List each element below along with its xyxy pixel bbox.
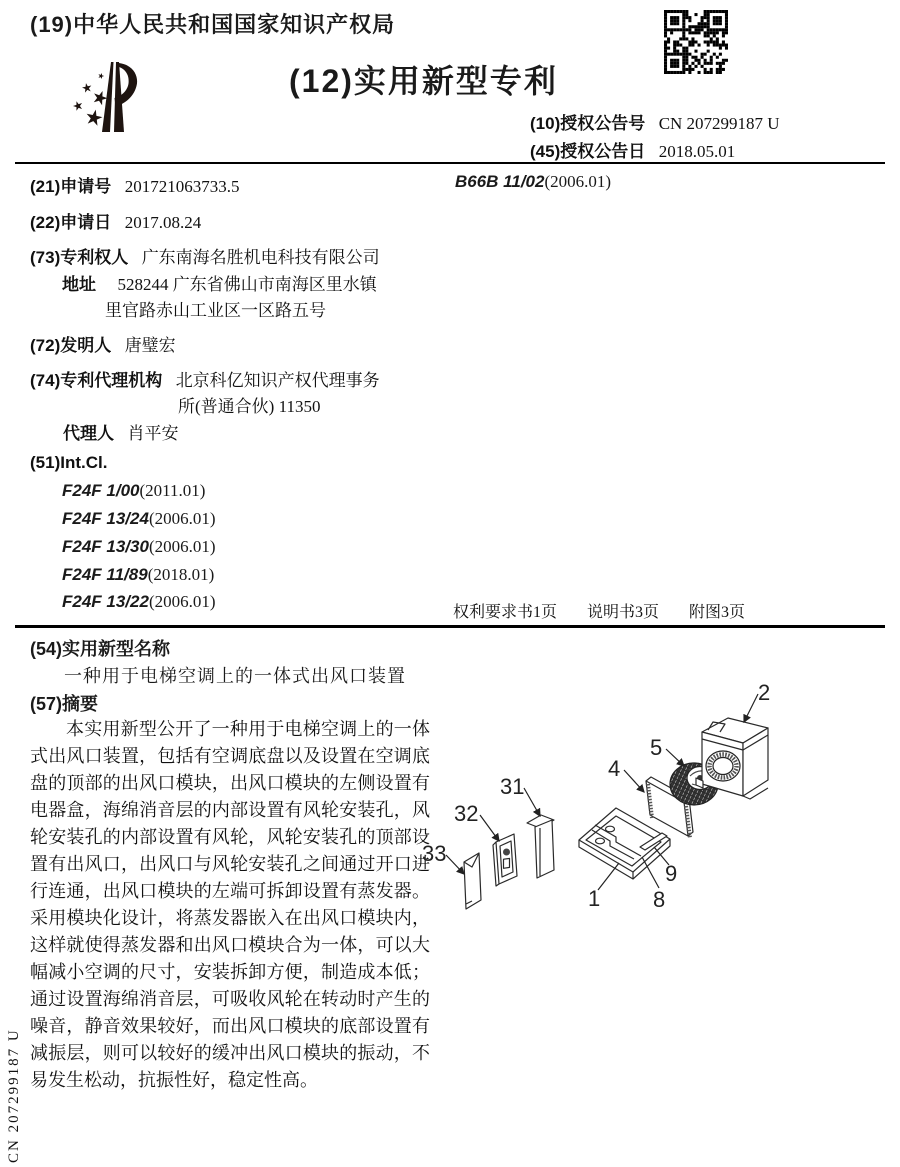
class-code: F24F 13/22 — [62, 592, 149, 611]
logo-p-mark — [102, 62, 137, 132]
pages-figures: 附图3页 — [688, 604, 745, 621]
figure-part-electric-box — [493, 834, 517, 886]
classification-row — [62, 537, 216, 557]
figure-label-4: 4 — [608, 756, 621, 781]
classification-row — [62, 565, 214, 585]
publication-number-label: (10)授权公告号 — [530, 114, 646, 133]
primary-classification — [455, 172, 611, 192]
publication-date-row — [530, 137, 735, 162]
agency-label: (74)专利代理机构 — [30, 371, 163, 390]
class-edition: (2018.01) — [147, 565, 215, 584]
patent-figure — [420, 660, 900, 940]
agency-line2: 所(普通合伙) 11350 — [178, 397, 321, 416]
class-edition: (2006.01) — [148, 537, 216, 556]
application-number-label: (21)申请号 — [30, 177, 112, 196]
document-type-title: (12)实用新型专利 — [289, 63, 558, 99]
application-date-row — [30, 208, 201, 233]
inventor-name: 唐璧宏 — [124, 336, 176, 355]
figure-label-8: 8 — [653, 887, 666, 912]
figure-label-1: 1 — [588, 886, 601, 911]
agency-row-2 — [178, 392, 320, 417]
agency-line1: 北京科亿知识产权代理事务 — [175, 371, 380, 390]
figure-label-32: 32 — [454, 801, 479, 826]
address-line1: 528244 广东省佛山市南海区里水镇 — [117, 275, 377, 294]
patentee-label: (73)专利权人 — [30, 248, 129, 267]
abstract-text: 本实用新型公开了一种用于电梯空调上的一体式出风口装置，包括有空调底盘以及设置在空调底盘的顶部的出风口模块，出风口模块的左侧设置有电器盒，海绵消音层的内部设置有风轮安装孔，风轮安装孔的内部设置有风轮，风轮安装孔的顶部设置有出风口，出风口与风轮安装孔之间通过开口进行连通，出风口模块的左端可拆卸设置有蒸发器。采用模块化设计，将蒸发器嵌入在出风口模块内，这样就使得蒸发器和出风口模块合为一体，可以大幅减小空调的尺寸，安装拆卸方便，制造成本低；通过设置海绵消音层，可吸收风轮在转动时产生的噪音，静音效果较好，而出风口模块的底部设置有减振层，则可以较好的缓冲出风口模块的振动，不易发生松动，抗振性好，稳定性高。 — [30, 719, 430, 1090]
utility-model-title-label: (54)实用新型名称 — [30, 639, 171, 659]
section-divider — [15, 625, 885, 628]
sipo-logo — [58, 52, 186, 164]
pages-claims: 权利要求书1页 — [452, 604, 557, 621]
int-cl-label: (51)Int.Cl. — [30, 453, 108, 472]
agent-row — [63, 419, 178, 444]
application-number-row — [30, 172, 239, 197]
agency-row — [30, 366, 380, 391]
classification-row — [62, 509, 216, 529]
edge-document-id: CN 207299187 U — [6, 1028, 22, 1163]
classification-row — [62, 481, 205, 501]
pages-description: 说明书3页 — [586, 604, 659, 621]
publication-date-value: 2018.05.01 — [658, 142, 736, 161]
agent-name: 肖平安 — [127, 424, 179, 443]
application-date-label: (22)申请日 — [30, 213, 112, 232]
qr-code — [664, 10, 728, 74]
pages-summary — [453, 599, 745, 622]
class-code: F24F 1/00 — [62, 481, 140, 500]
class-edition: (2006.01) — [148, 509, 216, 528]
classification-row — [62, 592, 216, 612]
header-divider — [15, 162, 885, 164]
publication-date-label: (45)授权公告日 — [530, 142, 646, 161]
figure-label-31: 31 — [500, 774, 525, 799]
class-code: F24F 13/24 — [62, 509, 149, 528]
address-label: 地址 — [62, 275, 96, 294]
address-line2: 里官路赤山工业区一区路五号 — [105, 301, 326, 320]
patentee-name: 广东南海名胜机电科技有限公司 — [141, 248, 380, 267]
patentee-row — [30, 243, 380, 268]
figure-part-cover-plate — [464, 853, 481, 909]
figure-label-5: 5 — [650, 735, 663, 760]
figure-label-9: 9 — [665, 861, 678, 886]
primary-class-edition: (2006.01) — [544, 172, 612, 191]
issuing-office: (19)中华人民共和国国家知识产权局 — [30, 12, 396, 37]
int-cl-row — [30, 453, 107, 473]
figure-part-side-panel — [527, 815, 554, 878]
application-date-value: 2017.08.24 — [124, 213, 202, 232]
inventor-row — [30, 331, 176, 356]
figure-label-2: 2 — [758, 680, 771, 705]
abstract-label: (57)摘要 — [30, 694, 99, 714]
figure-label-33: 33 — [422, 841, 447, 866]
utility-model-title: 一种用于电梯空调上的一体式出风口装置 — [64, 666, 406, 686]
address-row-2 — [105, 296, 326, 321]
publication-number-row — [530, 109, 780, 134]
class-edition: (2006.01) — [148, 592, 216, 611]
class-code: F24F 11/89 — [62, 565, 148, 584]
application-number-value: 201721063733.5 — [124, 177, 240, 196]
logo-stars — [72, 72, 109, 126]
agent-label: 代理人 — [63, 424, 114, 443]
class-edition: (2011.01) — [139, 481, 206, 500]
class-code: F24F 13/30 — [62, 537, 149, 556]
primary-class-code: B66B 11/02 — [455, 172, 545, 191]
publication-number-value: CN 207299187 U — [658, 114, 780, 133]
inventor-label: (72)发明人 — [30, 336, 112, 355]
address-row — [62, 270, 377, 295]
